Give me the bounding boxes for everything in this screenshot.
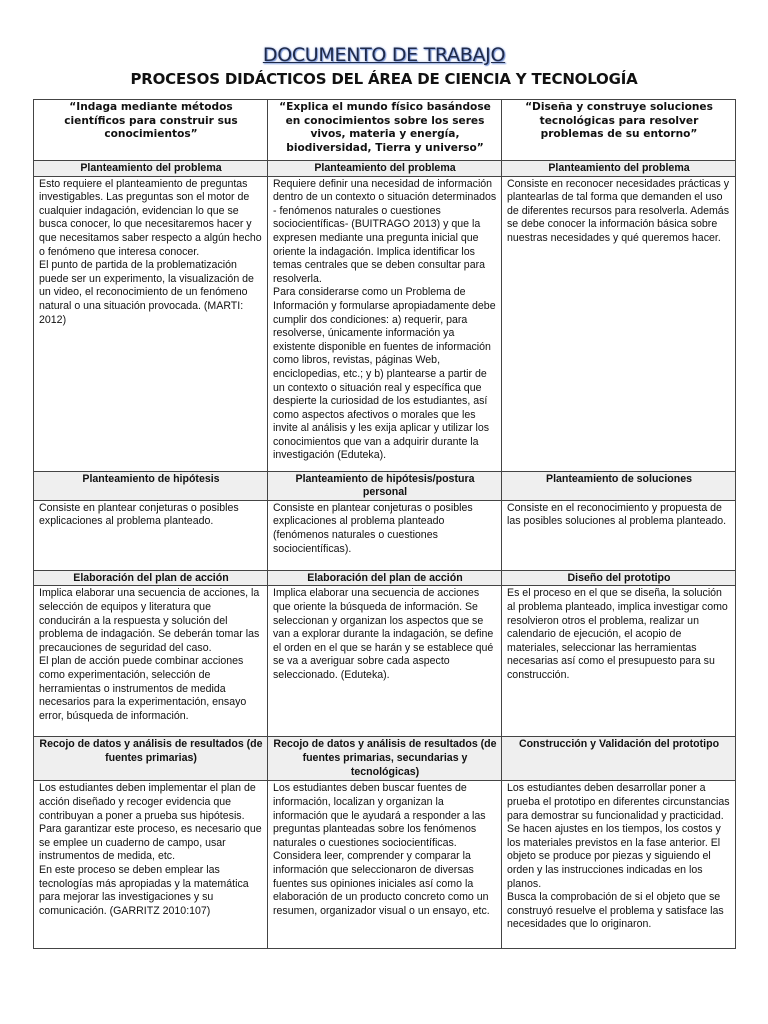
section-text: Es el proceso en el que se diseña, la solución al problema planteado, implica investigar como resolvieron otros el problema, realizar un calendario de ejecución, el acopio de materiales, seleccionar las herramientas necesarias así como el presupuesto para su construcción. [502, 586, 736, 737]
section-header: Planteamiento de soluciones [502, 471, 736, 500]
document-subtitle: PROCESOS DIDÁCTICOS DEL ÁREA DE CIENCIA Y TECNOLOGÍA [130, 70, 638, 88]
section-text: Requiere definir una necesidad de información dentro de un contexto o situación determinados - fenómenos naturales o cuestiones sociocientíficas- (BUITRAGO 2013) y que la expresen mediante una pregunta inicial que oriente la indagación. Implica identificar los temas centrales que se deben consultar para resolverla. Para considerarse como un Problema de Información y formularse apropiadamente debe cumplir dos condiciones: a) requerir, para resolverse, únicamente información ya existente disponible en fuentes de información como libros, revistas, páginas Web, enciclopedias, etc.; y b) plantearse a partir de un contexto o situación real y específica que despierte la curiosidad de los estudiantes, así como aspectos afectivos o morales que les invite al análisis y les exija aplicar y utilizar los conocimientos que van a adquirir durante la investigación (Eduteka). [268, 176, 502, 471]
section-header: Elaboración del plan de acción [34, 570, 268, 586]
competency-header-row [34, 100, 736, 161]
section-header: Planteamiento del problema [34, 161, 268, 177]
section-header: Planteamiento de hipótesis [34, 471, 268, 500]
section-header: Recojo de datos y análisis de resultados (de fuentes primarias) [34, 737, 268, 781]
process-table [33, 99, 736, 949]
section-text: Consiste en plantear conjeturas o posibles explicaciones al problema planteado (fenómenos naturales o cuestiones sociocientíficas). [268, 500, 502, 570]
section-header-row [34, 737, 736, 781]
section-body-row [34, 176, 736, 471]
section-text: Implica elaborar una secuencia de acciones, la selección de equipos y literatura que conducirán a la respuesta y solución del problema de indagación. Se deberán tomar las precauciones de seguridad del caso. El plan de acción puede combinar acciones como experimentación, selección de herramientas o instrumentos de medida necesarios para la experimentación, ensayo error, búsqueda de información. [34, 586, 268, 737]
competency-header: “Diseña y construye soluciones tecnológicas para resolver problemas de su entorno” [502, 100, 736, 161]
section-body-row [34, 500, 736, 570]
section-text: Consiste en plantear conjeturas o posibles explicaciones al problema planteado. [34, 500, 268, 570]
section-text: Los estudiantes deben buscar fuentes de información, localizan y organizan la información que le ayudará a responder a las preguntas planteadas sobre los fenómenos naturales o cuestiones sociocientíficas. Considera leer, comprender y comparar la información que seleccionaron de diversas fuentes sus opiniones iniciales así como la elaboración de un producto concreto como un resumen, organizador visual o un ensayo, etc. [268, 781, 502, 949]
section-header: Planteamiento de hipótesis/postura personal [268, 471, 502, 500]
section-header-row [34, 161, 736, 177]
section-text: Implica elaborar una secuencia de acciones que oriente la búsqueda de información. Se seleccionan y organizan los aspectos que se van a explorar durante la indagación, se define el orden en el que se harán y se establece qué se va a averiguar sobre cada aspecto seleccionado. (Eduteka). [268, 586, 502, 737]
section-header-row [34, 471, 736, 500]
competency-header: “Explica el mundo físico basándose en conocimientos sobre los seres vivos, materia y energía, biodiversidad, Tierra y universo” [268, 100, 502, 161]
section-text: Los estudiantes deben implementar el plan de acción diseñado y recoger evidencia que contribuyan a poner a prueba sus hipótesis. Para garantizar este proceso, es necesario que se emplee un cuaderno de campo, usar instrumentos de medida, etc. En este proceso se deben emplear las tecnologías más apropiadas y la matemática para mejorar las investigaciones y su comunicación. (GARRITZ 2010:107) [34, 781, 268, 949]
section-header: Recojo de datos y análisis de resultados (de fuentes primarias, secundarias y tecnológicas) [268, 737, 502, 781]
section-body-row [34, 586, 736, 737]
section-header: Planteamiento del problema [268, 161, 502, 177]
section-header: Diseño del prototipo [502, 570, 736, 586]
competency-header: “Indaga mediante métodos científicos para construir sus conocimientos” [34, 100, 268, 161]
section-body-row [34, 781, 736, 949]
section-header: Elaboración del plan de acción [268, 570, 502, 586]
section-header: Planteamiento del problema [502, 161, 736, 177]
section-header-row [34, 570, 736, 586]
section-text: Consiste en reconocer necesidades prácticas y plantearlas de tal forma que demanden el uso de diferentes recursos para resolverla. Además se debe conocer la información básica sobre nuestras necesidades y qué queremos hacer. [502, 176, 736, 471]
section-text: Los estudiantes deben desarrollar poner a prueba el prototipo en diferentes circunstancias para demostrar su funcionalidad y practicidad. Se hacen ajustes en los tiempos, los costos y los materiales previstos en la fase anterior. El objeto se produce por piezas y siguiendo el orden y las instrucciones indicadas en los planos. Busca la comprobación de si el objeto que se construyó resuelve el problema y satisface las necesidades que lo originaron. [502, 781, 736, 949]
section-header: Construcción y Validación del prototipo [502, 737, 736, 781]
document-title: DOCUMENTO DE TRABAJO [262, 44, 506, 66]
section-text: Consiste en el reconocimiento y propuesta de las posibles soluciones al problema planteado. [502, 500, 736, 570]
section-text: Esto requiere el planteamiento de preguntas investigables. Las preguntas son el motor de cualquier indagación, evidencian lo que se busca conocer, lo que necesitaremos hacer y que necesitamos saber respecto a algún hecho o fenómeno que interesa conocer. El punto de partida de la problematización puede ser un experimento, la visualización de un video, el reconocimiento de un fenómeno natural o una situación provocada. (MARTI: 2012) [34, 176, 268, 471]
